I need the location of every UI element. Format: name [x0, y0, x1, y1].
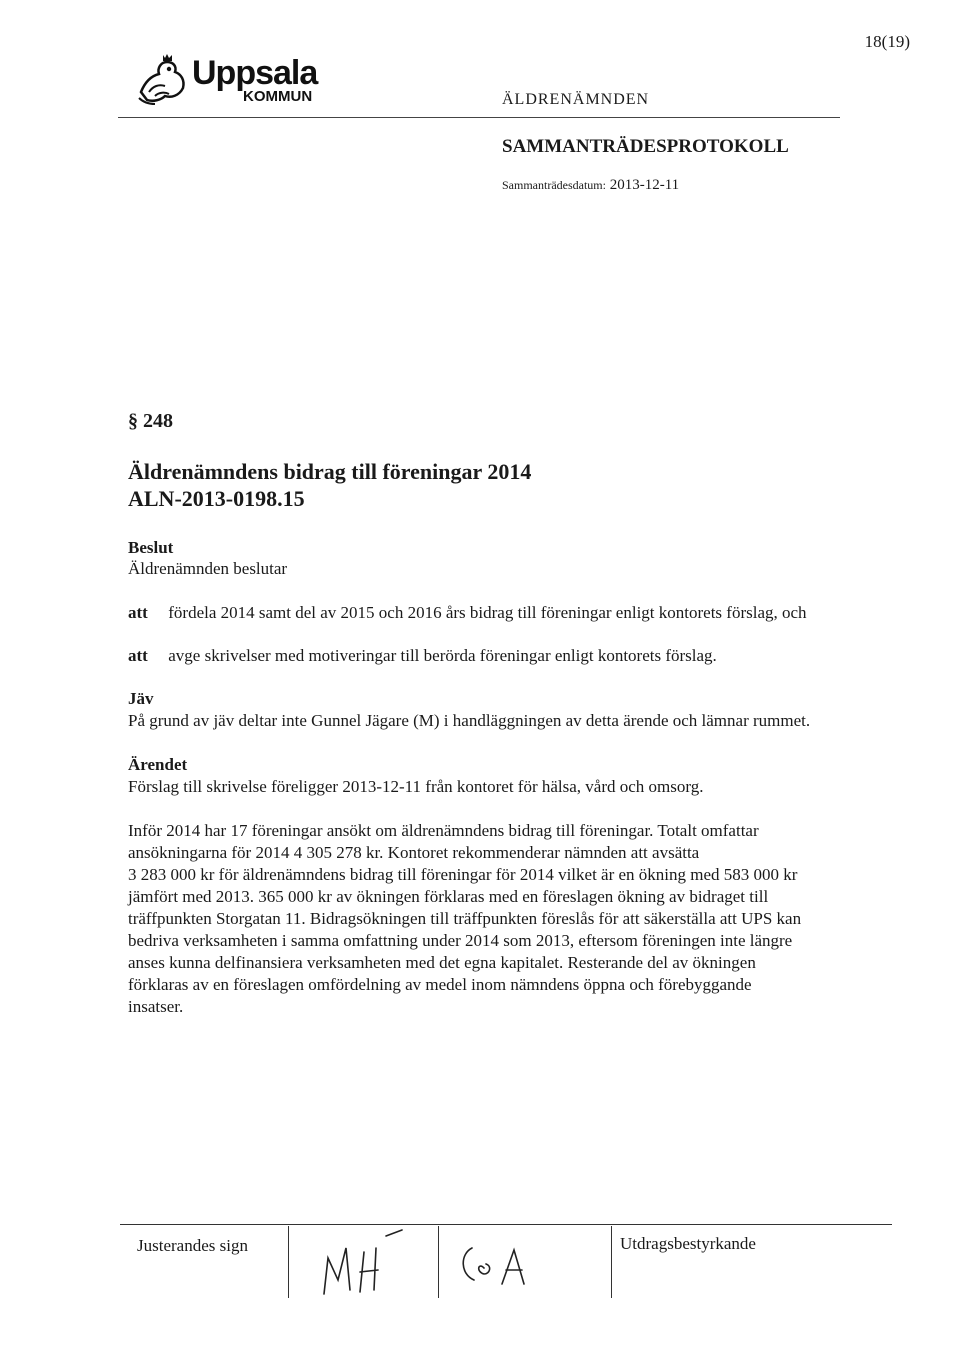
arendet-text: Förslag till skrivelse föreligger 2013-12-11 från kontoret för hälsa, vård och omsorg.	[128, 777, 704, 796]
utdragsbestyrkande-label: Utdragsbestyrkande	[620, 1234, 756, 1253]
beslut-heading: Beslut	[128, 538, 174, 557]
att-word: att	[128, 603, 148, 622]
item-title-line: Äldrenämndens bidrag till föreningar 2014	[128, 459, 532, 484]
signature-mh	[316, 1228, 426, 1300]
header-divider	[118, 117, 840, 118]
decision-item	[128, 645, 717, 667]
meeting-date-value: 2013-12-11	[609, 177, 680, 193]
jav-heading: Jäv	[128, 689, 154, 708]
arendet-paragraph: Inför 2014 har 17 föreningar ansökt om äldrenämndens bidrag till föreningar. Totalt omfattar ansökningarna för 2014 4 305 278 kr. Kontoret rekommenderar nämnden att avsätta 3 283 000 kr för äldrenämndens bidrag till föreningar för 2014 vilket är en ökning med 583 000 kr jämfört med 2013. 365 000 kr av ökningen förklaras med en föreslagen ökning av bidraget till träffpunkten Storgatan 11. Bidragsökningen till träffpunkten föreslås för att säkerställa att UPS kan bedriva verksamheten i samma omfattning under 2014 som 2013, eftersom föreningen inte längre anses kunna delfinansiera verksamheten med det egna kapitalet. Resterande del av ökningen förklaras av en föreslagen omfördelning av medel inom nämndens öppna och förebyggande insatser.	[128, 821, 802, 1016]
protocol-title: SAMMANTRÄDESPROTOKOLL	[502, 136, 789, 157]
decision-text: fördela 2014 samt del av 2015 och 2016 års bidrag till föreningar enligt kontorets förslag, och	[168, 603, 807, 622]
signature-footer	[120, 1224, 892, 1304]
jav-text: På grund av jäv deltar inte Gunnel Jägare (M) i handläggningen av detta ärende och lämnar rummet.	[128, 711, 811, 730]
footer-divider	[438, 1226, 439, 1298]
logo-subtext: KOMMUN	[243, 88, 313, 105]
footer-divider	[288, 1226, 289, 1298]
item-case-number: ALN-2013-0198.15	[128, 486, 305, 511]
footer-rule	[120, 1224, 892, 1225]
organization-name: ÄLDRENÄMNDEN	[502, 91, 650, 108]
logo-wordmark: Uppsala	[192, 54, 318, 92]
uppsala-kommun-logo	[135, 52, 350, 112]
meeting-date-label: Sammanträdesdatum:	[502, 178, 606, 192]
section-number: § 248	[128, 410, 173, 432]
signature-ca	[450, 1228, 580, 1300]
justerandes-sign-label: Justerandes sign	[137, 1236, 248, 1255]
lion-crest-icon	[135, 52, 191, 108]
att-word: att	[128, 646, 148, 665]
decision-item	[128, 602, 807, 624]
arendet-heading: Ärendet	[128, 755, 188, 774]
meeting-date	[502, 177, 679, 194]
beslut-intro: Äldrenämnden beslutar	[128, 559, 288, 578]
page-number: 18(19)	[864, 32, 910, 51]
decision-text: avge skrivelser med motiveringar till berörda föreningar enligt kontorets förslag.	[168, 646, 717, 665]
footer-divider	[611, 1226, 612, 1298]
item-title	[128, 458, 531, 512]
